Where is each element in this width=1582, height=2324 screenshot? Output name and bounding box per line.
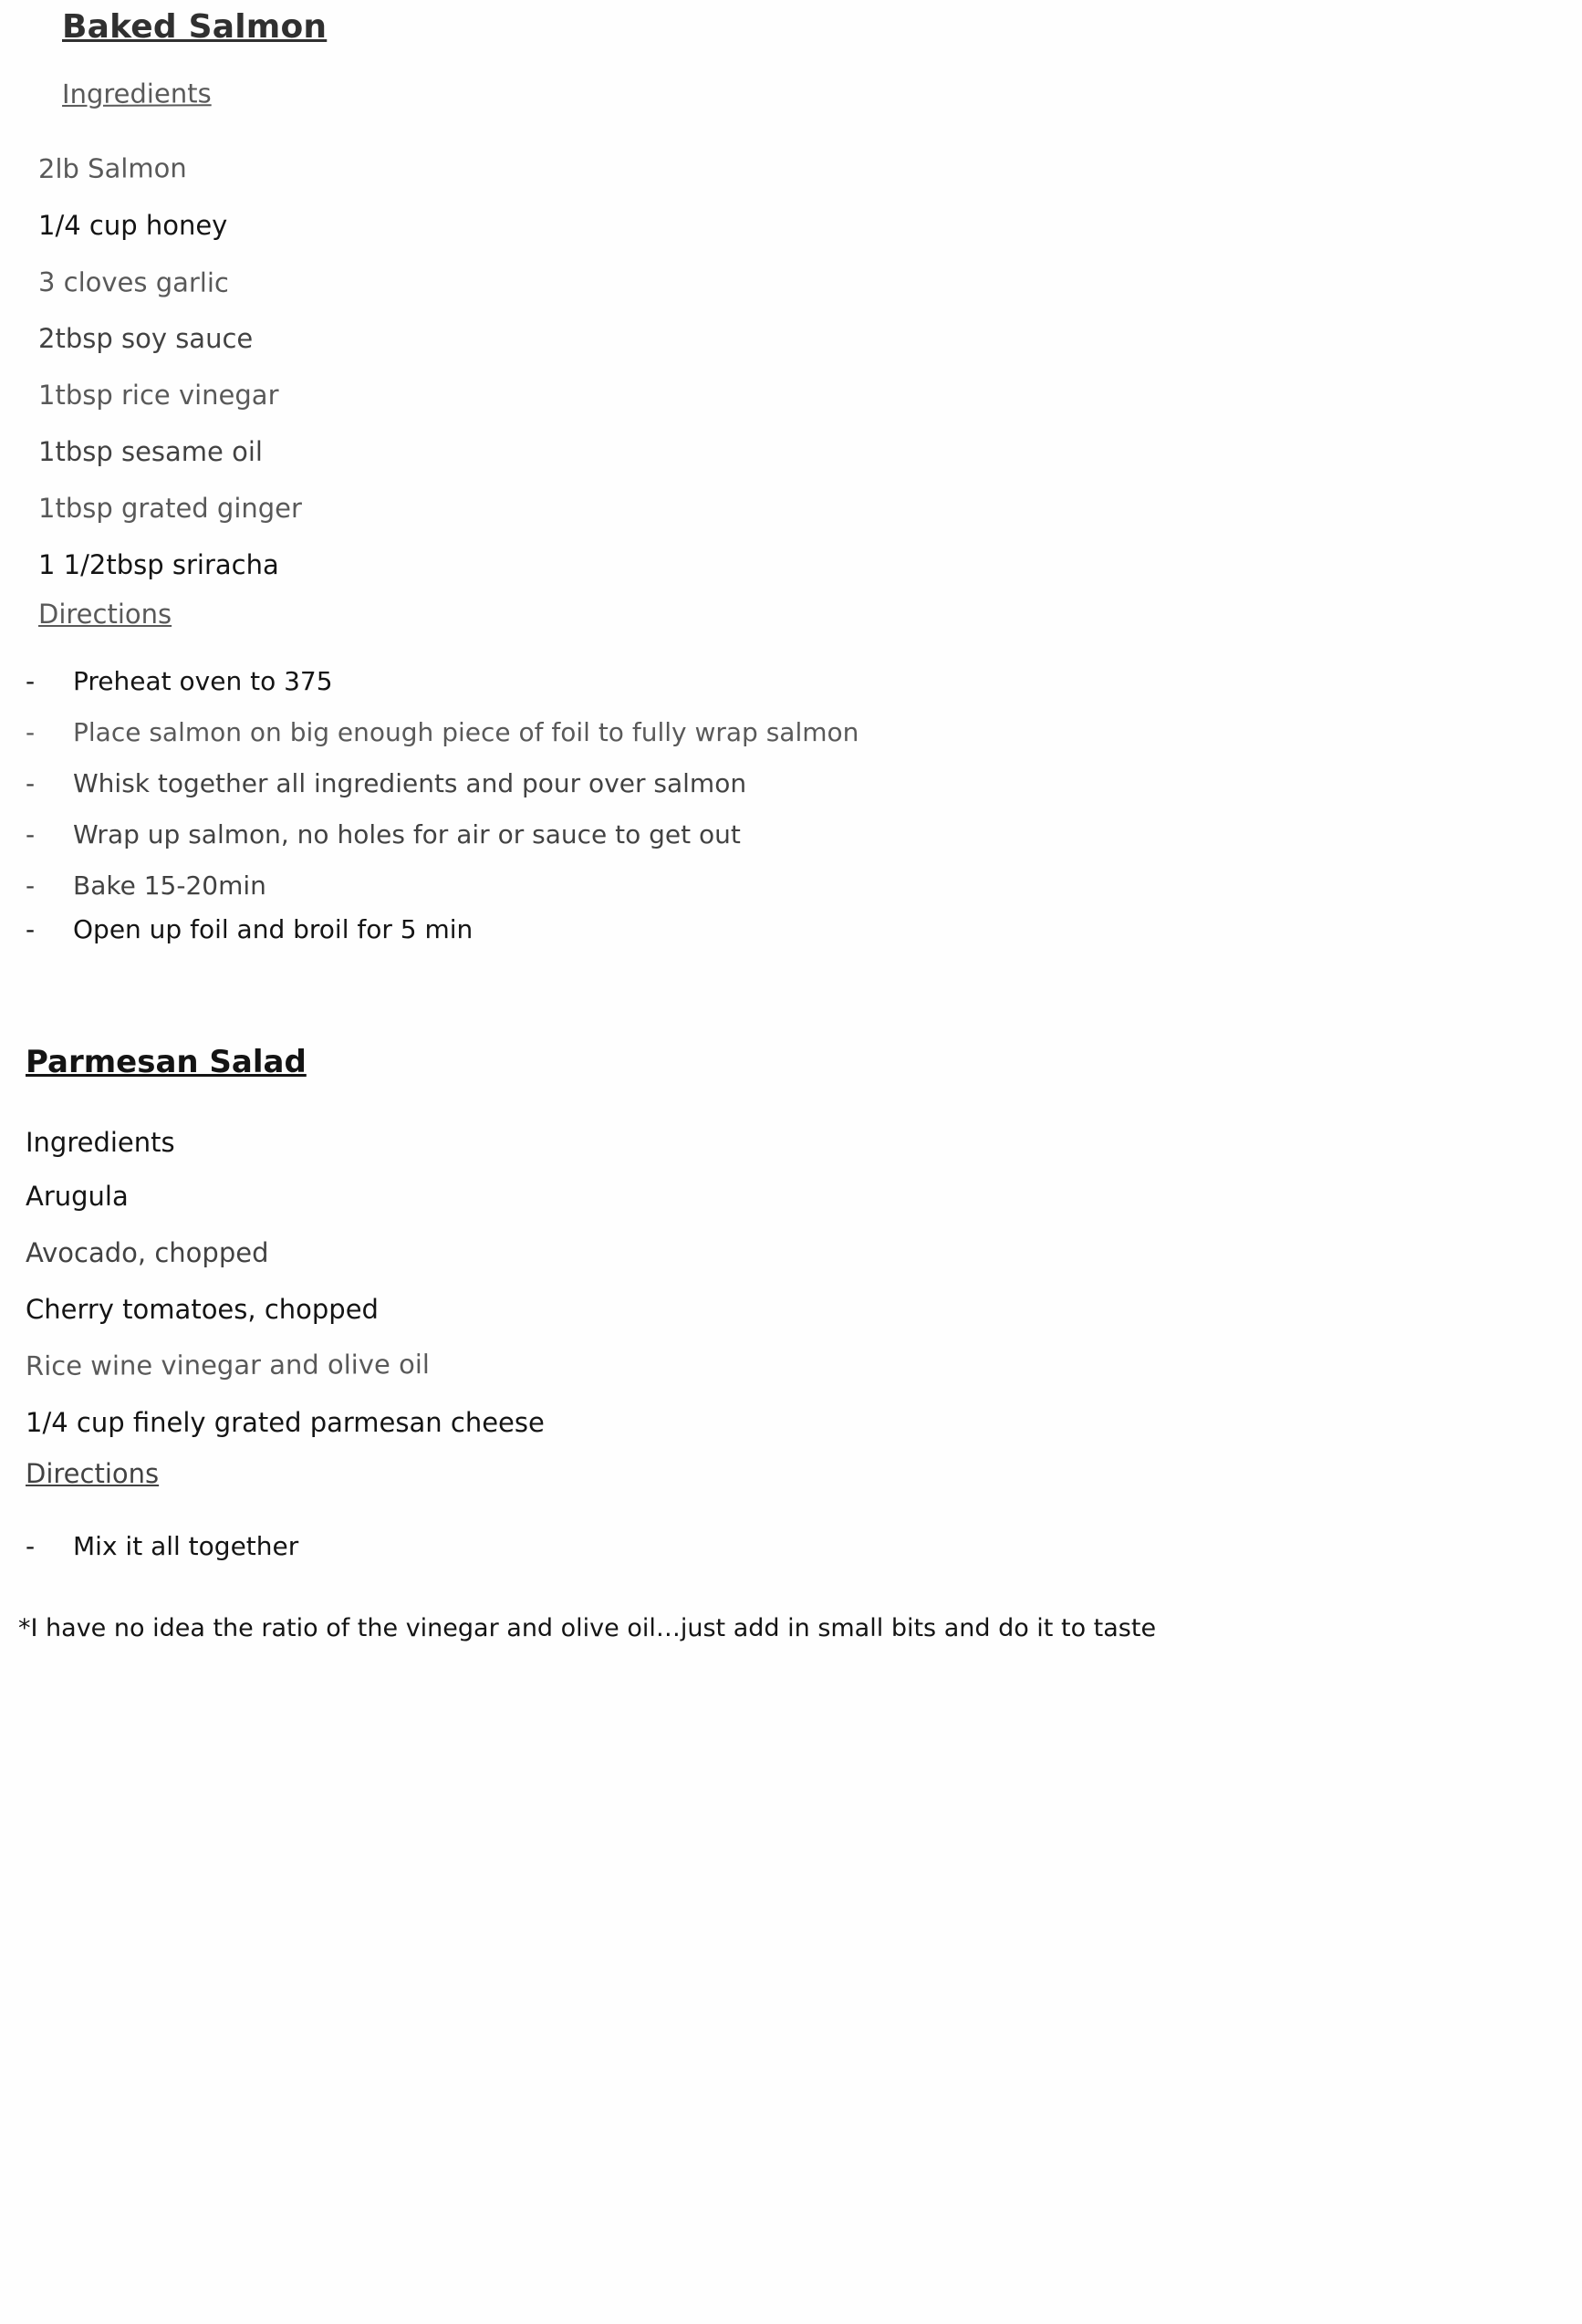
recipe2-footnote: *I have no idea the ratio of the vinegar and olive oil…just add in small bits and do it to taste: [18, 1614, 1157, 1642]
bullet-dash: -: [26, 819, 36, 849]
recipe2-directions-label: Directions: [26, 1458, 160, 1489]
list-item: [26, 666, 1558, 717]
list-item-text: Whisk together all ingredients and pour over salmon: [73, 768, 747, 798]
recipe1-title-wrapper: [62, 8, 1558, 66]
bullet-dash: -: [26, 914, 36, 944]
bullet-dash: -: [26, 768, 36, 798]
recipe2-ingredients-list: [26, 1168, 1558, 1451]
recipe2-directions-label-wrapper: [26, 1458, 1558, 1506]
bullet-dash: -: [26, 870, 36, 901]
list-item-text: Bake 15-20min: [73, 870, 266, 901]
list-item: 3 cloves garlic: [37, 266, 229, 298]
list-item-text: Place salmon on big enough piece of foil to fully wrap salmon: [73, 717, 859, 747]
list-item: 1tbsp sesame oil: [38, 435, 263, 467]
list-item: [26, 914, 1558, 965]
list-item-text: Preheat oven to 375: [73, 666, 333, 696]
recipe1-directions-label-wrapper: [38, 599, 1558, 642]
list-item: [26, 870, 1558, 914]
list-item: [26, 1531, 1558, 1582]
list-item: [26, 717, 1558, 768]
document-body: [18, 8, 1558, 1642]
bullet-dash: -: [26, 717, 36, 747]
list-item: Cherry tomatoes, chopped: [26, 1293, 379, 1325]
recipe1-ingredients-label: Ingredients: [61, 78, 212, 109]
list-item-text: Open up foil and broil for 5 min: [73, 914, 474, 944]
recipe1-directions-label: Directions: [38, 599, 172, 630]
list-item: 1tbsp grated ginger: [38, 492, 302, 524]
recipe1-directions-list: [26, 666, 1558, 965]
list-item: Arugula: [26, 1180, 129, 1212]
list-item: 1 1/2tbsp sriracha: [38, 548, 279, 580]
list-item: 1/4 cup finely grated parmesan cheese: [26, 1406, 545, 1438]
list-item: 2tbsp soy sauce: [38, 322, 254, 354]
recipe1-ingredients-label-wrapper: [61, 78, 1558, 131]
list-item: 2lb Salmon: [37, 151, 187, 184]
list-item-text: Wrap up salmon, no holes for air or sauce to get out: [73, 819, 741, 849]
list-item: Avocado, chopped: [26, 1236, 269, 1268]
bullet-dash: -: [26, 666, 36, 696]
list-item: [26, 768, 1558, 819]
recipe1-ingredients-list: [26, 141, 1558, 593]
list-item-text: Mix it all together: [73, 1531, 299, 1561]
list-item: [26, 819, 1558, 870]
list-item: 1tbsp rice vinegar: [38, 379, 279, 411]
list-item: Rice wine vinegar and olive oil: [25, 1348, 430, 1381]
list-item: 1/4 cup honey: [38, 209, 228, 241]
recipe2-directions-list: [26, 1531, 1558, 1582]
recipe2-ingredients-label: Ingredients: [26, 1126, 175, 1158]
bullet-dash: -: [26, 1531, 36, 1561]
recipe2-title: Parmesan Salad: [26, 1044, 307, 1080]
recipe1-title: Baked Salmon: [62, 8, 328, 46]
